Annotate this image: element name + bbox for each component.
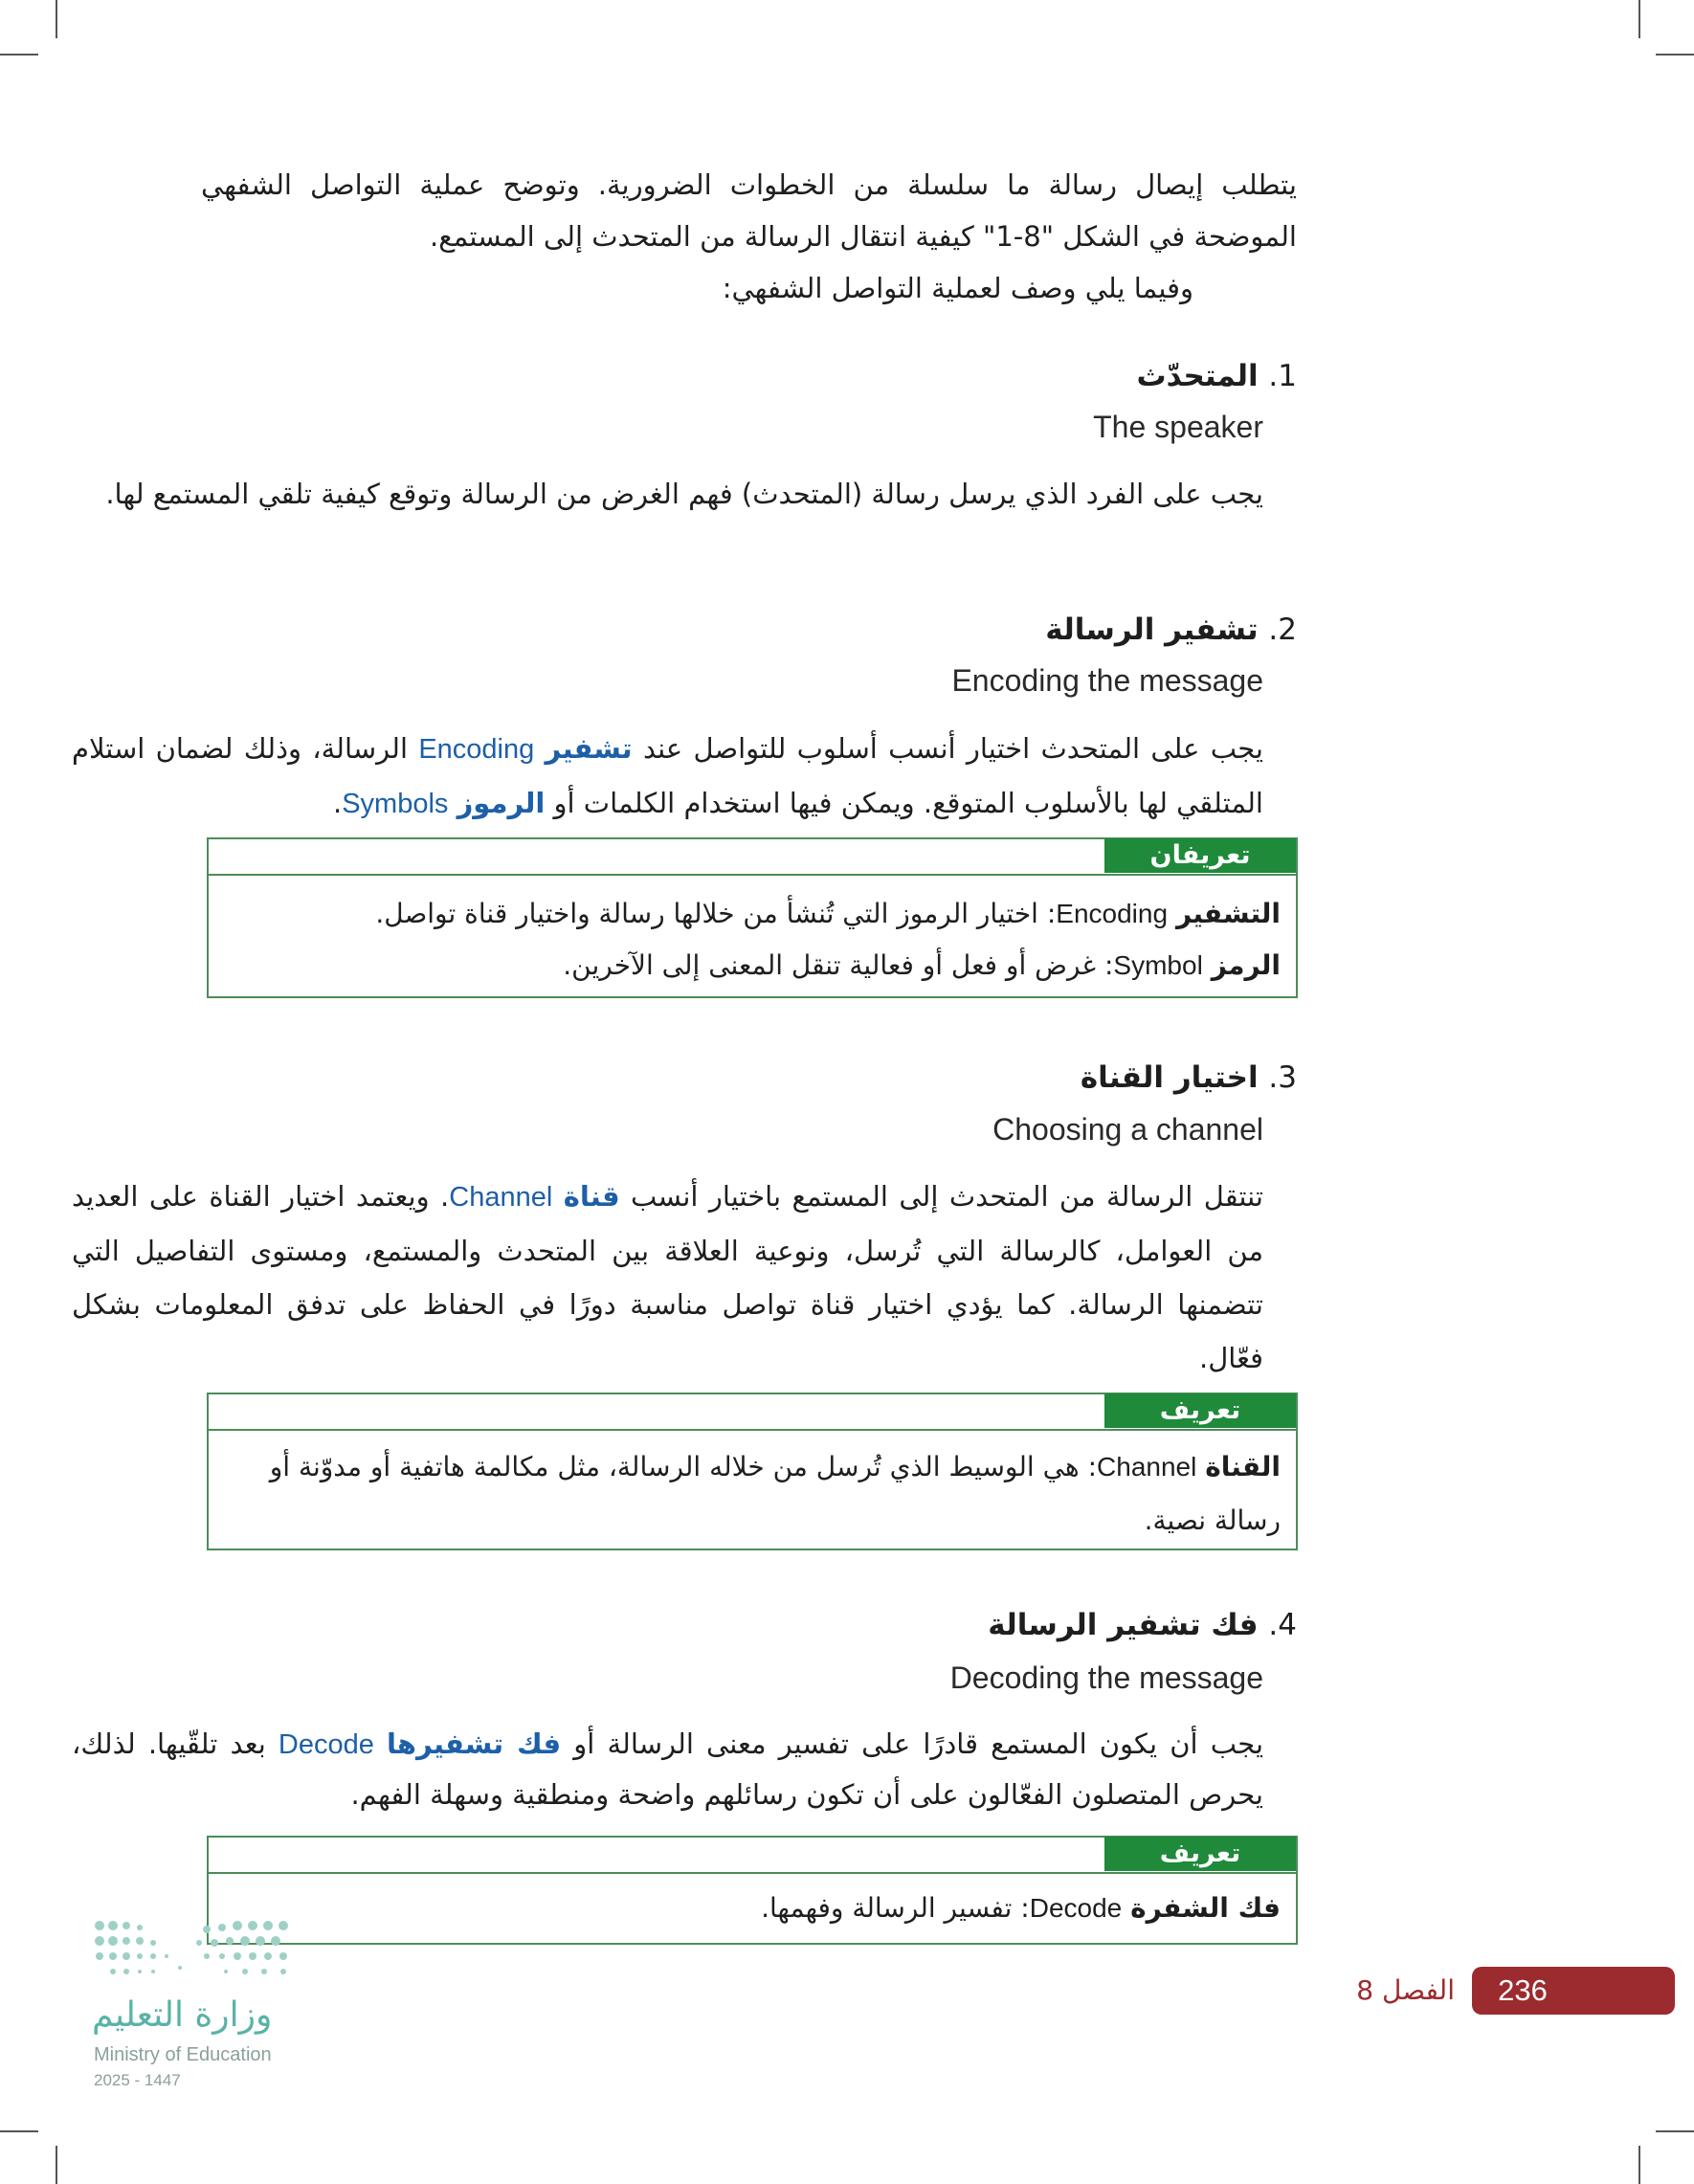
definition-box-1 bbox=[207, 837, 1298, 998]
term-symbols: الرموز bbox=[457, 787, 546, 819]
definition-divider bbox=[209, 1429, 1296, 1431]
definition-box-2 bbox=[207, 1393, 1298, 1550]
definition-encoding: التشفير Encoding: اختيار الرموز التي تُنشأ من خلالها رسالة واختيار قناة تواصل. bbox=[375, 898, 1281, 929]
crop-mark bbox=[0, 2130, 38, 2132]
section-3-title-en: Choosing a channel bbox=[992, 1112, 1263, 1147]
term-decode: فك تشفيرها bbox=[387, 1727, 562, 1760]
ministry-year: 2025 - 1447 bbox=[94, 2071, 181, 2089]
section-2-body: يجب على المتحدث اختيار أنسب أسلوب للتواصل عند تشفير Encoding الرسالة، وذلك لضمان استلام المتلقي لها بالأسلوب المتوقع. ويمكن فيها استخدام الكلمات أو الرموز Symbols. bbox=[72, 732, 1264, 819]
crop-mark bbox=[56, 0, 57, 38]
chapter-label: الفصل 8 bbox=[1356, 1974, 1455, 2006]
definition-box-3 bbox=[207, 1836, 1298, 1945]
crop-mark bbox=[56, 2146, 57, 2184]
section-1-title: 1. المتحدّث bbox=[1136, 359, 1297, 393]
section-1-title-en: The speaker bbox=[1093, 410, 1263, 444]
crop-mark bbox=[1638, 2146, 1640, 2184]
section-3-title: 3. اختيار القناة bbox=[1080, 1060, 1297, 1095]
crop-mark bbox=[0, 54, 38, 56]
section-4-title: 4. فك تشفير الرسالة bbox=[988, 1608, 1297, 1642]
section-1-body: يجب على الفرد الذي يرسل رسالة (المتحدث) فهم الغرض من الرسالة وتوقع كيفية تلقي المستمع لها. bbox=[105, 478, 1263, 510]
section-3-body: تنتقل الرسالة من المتحدث إلى المستمع باختيار أنسب قناة Channel. ويعتمد اختيار القناة على العديد من العوامل، كالرسالة التي تُرسل، ونوعية العلاقة بين المتحدث والمستمع، ومستوى التفاصيل التي تتضمنها الرسالة. كما يؤدي اختيار قناة تواصل مناسبة دورًا في الحفاظ على تدفق المعلومات بشكل فعّال. bbox=[72, 1180, 1263, 1374]
section-4-title-en: Decoding the message bbox=[949, 1660, 1263, 1695]
definition-channel: القناة Channel: هي الوسيط الذي تُرسل من خلاله الرسالة، مثل مكالمة هاتفية أو مدوّنة أو رسالة نصية. bbox=[269, 1451, 1281, 1536]
definition-divider bbox=[209, 874, 1296, 876]
intro-paragraph: يتطلب إيصال رسالة ما سلسلة من الخطوات الضرورية. وتوضح عملية التواصل الشفهي الموضحة في الشكل "8-1" كيفية انتقال الرسالة من المتحدث إلى المستمع. bbox=[201, 168, 1297, 253]
ministry-name-en: Ministry of Education bbox=[94, 2044, 272, 2065]
crop-mark bbox=[1656, 2130, 1694, 2132]
crop-mark bbox=[1638, 0, 1640, 38]
definition-tab: تعريف bbox=[1104, 1837, 1296, 1871]
intro-text bbox=[201, 159, 1297, 314]
section-2-title: 2. تشفير الرسالة bbox=[1045, 613, 1297, 647]
section-4-body: يجب أن يكون المستمع قادرًا على تفسير معنى الرسالة أو فك تشفيرها Decode بعد تلقّيها. لذلك، يحرص المتصلون الفعّالون على أن تكون رسائلهم واضحة ومنطقية وسهلة الفهم. bbox=[72, 1727, 1264, 1811]
term-channel: قناة bbox=[563, 1180, 620, 1213]
definition-decode: فك الشفرة Decode: تفسير الرسالة وفهمها. bbox=[761, 1892, 1281, 1924]
ministry-logo-icon bbox=[92, 1918, 302, 1987]
term-encoding: تشفير bbox=[545, 732, 633, 765]
crop-mark bbox=[1656, 54, 1694, 56]
section-2-title-en: Encoding the message bbox=[951, 663, 1263, 698]
definition-symbol: الرمز Symbol: غرض أو فعل أو فعالية تنقل المعنى إلى الآخرين. bbox=[563, 949, 1281, 981]
page-number: 236 bbox=[1498, 1973, 1548, 2007]
definition-divider bbox=[209, 1872, 1296, 1874]
ministry-name-ar: وزارة التعليم bbox=[92, 1995, 273, 2035]
definition-tab: تعريف bbox=[1104, 1393, 1296, 1428]
definition-tab: تعريفان bbox=[1104, 838, 1296, 873]
intro-lead-in: وفيما يلي وصف لعملية التواصل الشفهي: bbox=[722, 272, 1193, 304]
